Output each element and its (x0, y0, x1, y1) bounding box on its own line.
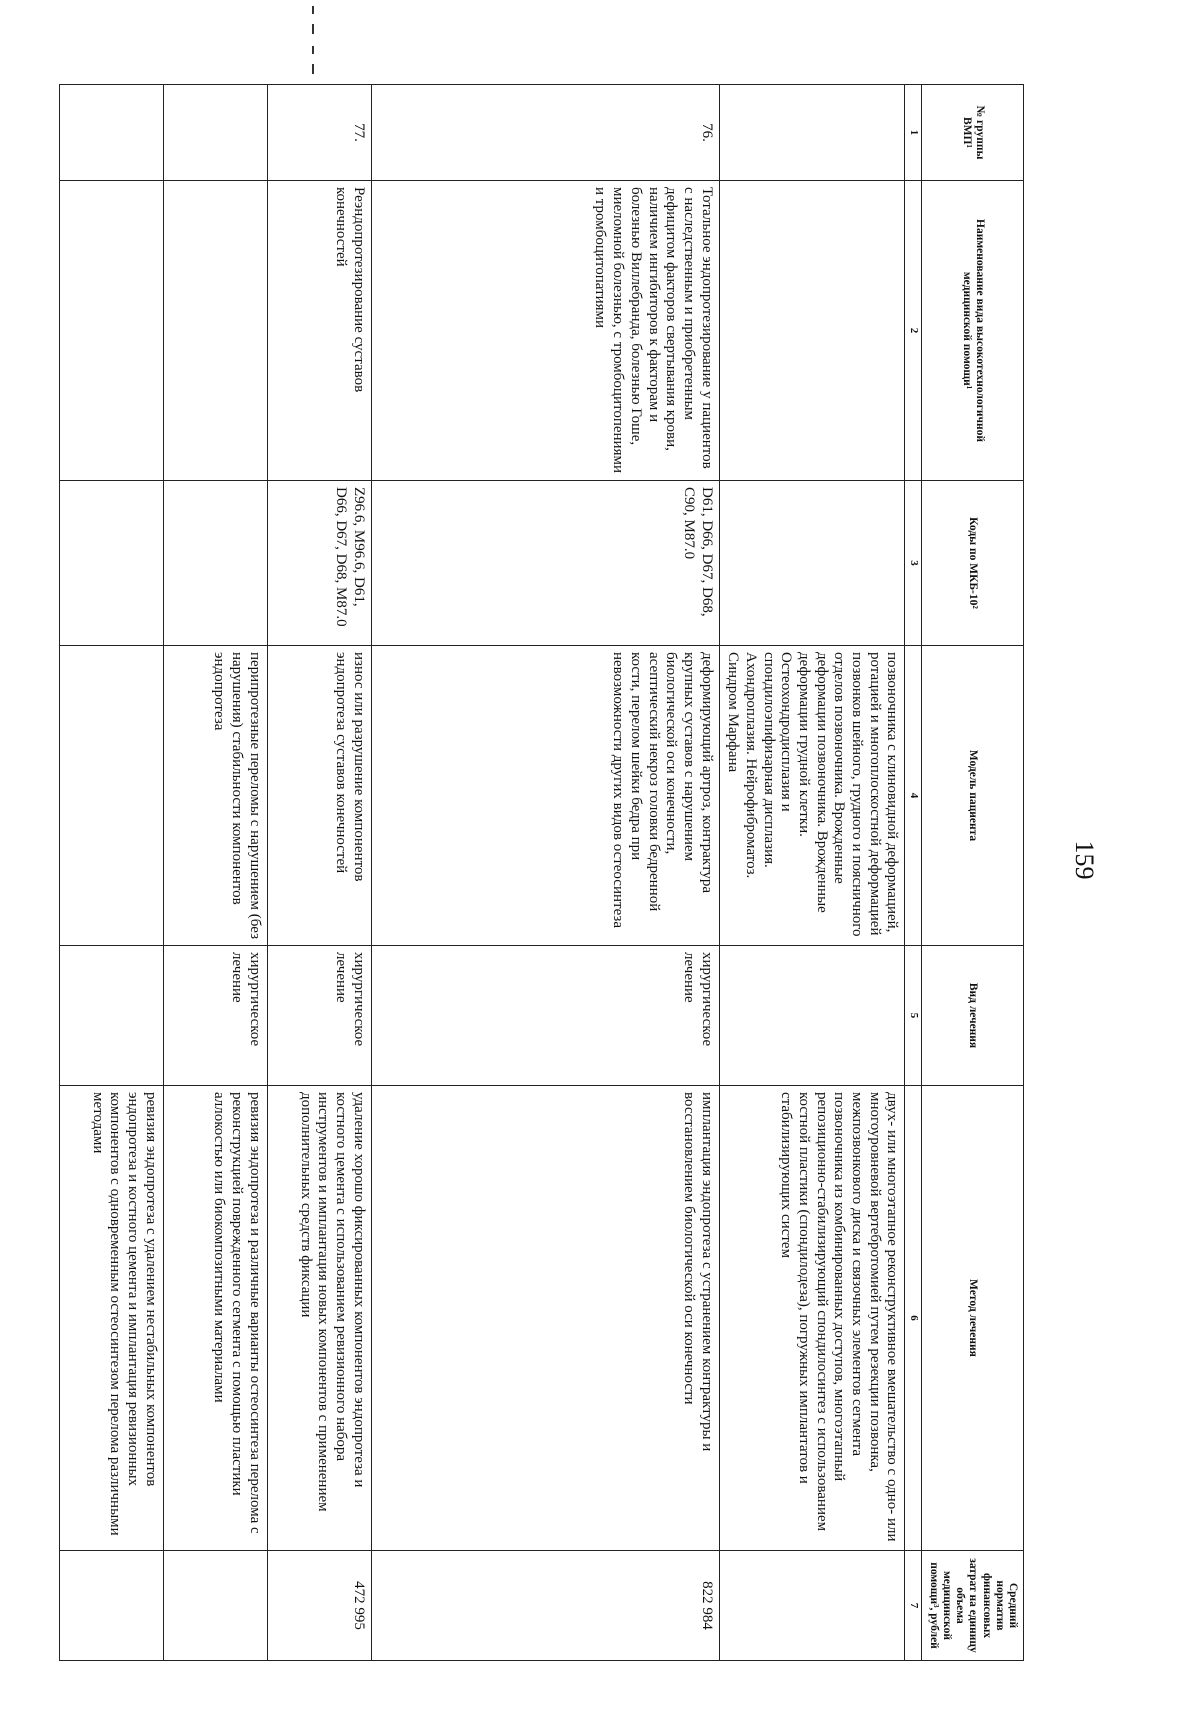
icd-codes-cell: Z96.6, M96.6, D61, D66, D67, D68, M87.0 (267, 481, 371, 646)
page-number: 159 (1070, 840, 1099, 880)
group-number-cell (163, 85, 267, 181)
column-number: 5 (905, 946, 922, 1086)
header-row (922, 85, 1024, 1661)
group-number-cell: 77. (267, 85, 371, 181)
treatment-type-cell: хирургическое лечение (163, 946, 267, 1086)
treatment-type-cell: хирургическое лечение (371, 946, 719, 1086)
icd-codes-cell (719, 481, 905, 646)
table-row (163, 85, 267, 1661)
column-number: 6 (905, 1086, 922, 1551)
patient-model-cell: износ или разрушение компонентов эндопротеза суставов конечностей (267, 646, 371, 946)
table-row (719, 85, 905, 1661)
patient-model-cell (59, 646, 163, 946)
vmp-name-cell (163, 181, 267, 481)
column-number-row (905, 85, 922, 1661)
icd-codes-cell (59, 481, 163, 646)
average-cost-cell (719, 1551, 905, 1661)
average-cost-cell: 472 995 (267, 1551, 371, 1661)
treatment-method-cell: имплантация эндопротеза с устранением контрактуры и восстановлением биологической оси конечности (371, 1086, 719, 1551)
treatment-method-cell: ревизия эндопротеза с удалением нестабильных компонентов эндопротеза и костного цемента и имплантация ревизионных компонентов с одновременным остеосинтезом перелома различными методами (59, 1086, 163, 1551)
group-number-cell: 76. (371, 85, 719, 181)
average-cost-cell (59, 1551, 163, 1661)
column-number: 1 (905, 85, 922, 181)
header-vmp-name: Наименование вида высокотехнологичной медицинской помощи¹ (922, 181, 1024, 481)
icd-codes-cell (163, 481, 267, 646)
table-frame (89, 84, 1024, 1660)
column-number: 3 (905, 481, 922, 646)
header-treatment-method: Метод лечения (922, 1086, 1024, 1551)
patient-model-cell: перипротезные переломы с нарушением (без нарушения) стабильности компонентов эндопротеза (163, 646, 267, 946)
vmp-name-cell (719, 181, 905, 481)
column-number: 2 (905, 181, 922, 481)
rotated-table-container (89, 84, 1024, 1660)
header-treatment-type: Вид лечения (922, 946, 1024, 1086)
treatment-type-cell (719, 946, 905, 1086)
table-row (59, 85, 163, 1661)
column-number: 7 (905, 1551, 922, 1661)
margin-marks (312, 6, 322, 76)
treatment-method-cell: ревизия эндопротеза и различные варианты остеосинтеза перелома с реконструкцией поврежденного сегмента с помощью пластики аллокостью или биокомпозитными материалами (163, 1086, 267, 1551)
icd-codes-cell: D61, D66, D67, D68, C90, M87.0 (371, 481, 719, 646)
patient-model-cell: позвоночника с клиновидной деформацией, ротацией и многоплоскостной деформацией позвонков шейного, грудного и поясничного отделов позвоночника. Врожденные деформации позвоночника. Врожденные деформации грудной клетки. Остеохондродисплазия и спондилоэпифизарная дисплазия. Ахондроплазия. Нейрофиброматоз. Синдром Марфана (719, 646, 905, 946)
column-number: 4 (905, 646, 922, 946)
header-patient-model: Модель пациента (922, 646, 1024, 946)
table-row (371, 85, 719, 1661)
group-number-cell (719, 85, 905, 181)
average-cost-cell (163, 1551, 267, 1661)
table-row (267, 85, 371, 1661)
header-icd-codes: Коды по МКБ-10² (922, 481, 1024, 646)
average-cost-cell: 822 984 (371, 1551, 719, 1661)
vmp-name-cell: Реэндопротезирование суставов конечностей (267, 181, 371, 481)
patient-model-cell: деформирующий артроз, контрактура крупных суставов с нарушением биологической оси конечности, асептический некроз головки бедренной кости, перелом шейки бедра при невозможности других видов остеосинтеза (371, 646, 719, 946)
treatment-type-cell: хирургическое лечение (267, 946, 371, 1086)
vmp-table (59, 84, 1024, 1661)
vmp-name-cell: Тотальное эндопротезирование у пациентов с наследственным и приобретенным дефицитом факторов свертывания крови, наличием ингибиторов к факторам и болезнью Виллебранда, болезнью Гоше, миеломной болезнью, с тромбоцитопениями и тромбоцитопатиями (371, 181, 719, 481)
treatment-method-cell: двух- или многоэтапное реконструктивное вмешательство с одно- или многоуровневой вертебротомией путем резекции позвонка, межпозвонкового диска и связочных элементов сегмента позвоночника из комбинированных доступов, многоэтапный репозиционно-стабилизирующий спондилосинтез с использованием костной пластики (спондилодеза), погружных имплантатов и стабилизирующих систем (719, 1086, 905, 1551)
treatment-method-cell: удаление хорошо фиксированных компонентов эндопротеза и костного цемента с использованием ревизионного набора инструментов и имплантация новых компонентов с применением дополнительных средств фиксации (267, 1086, 371, 1551)
group-number-cell (59, 85, 163, 181)
treatment-type-cell (59, 946, 163, 1086)
header-average-cost: Средний норматив финансовых затрат на единицу объема медицинской помощи³, рублей (922, 1551, 1024, 1661)
vmp-name-cell (59, 181, 163, 481)
header-group-number: № группы ВМП¹ (922, 85, 1024, 181)
